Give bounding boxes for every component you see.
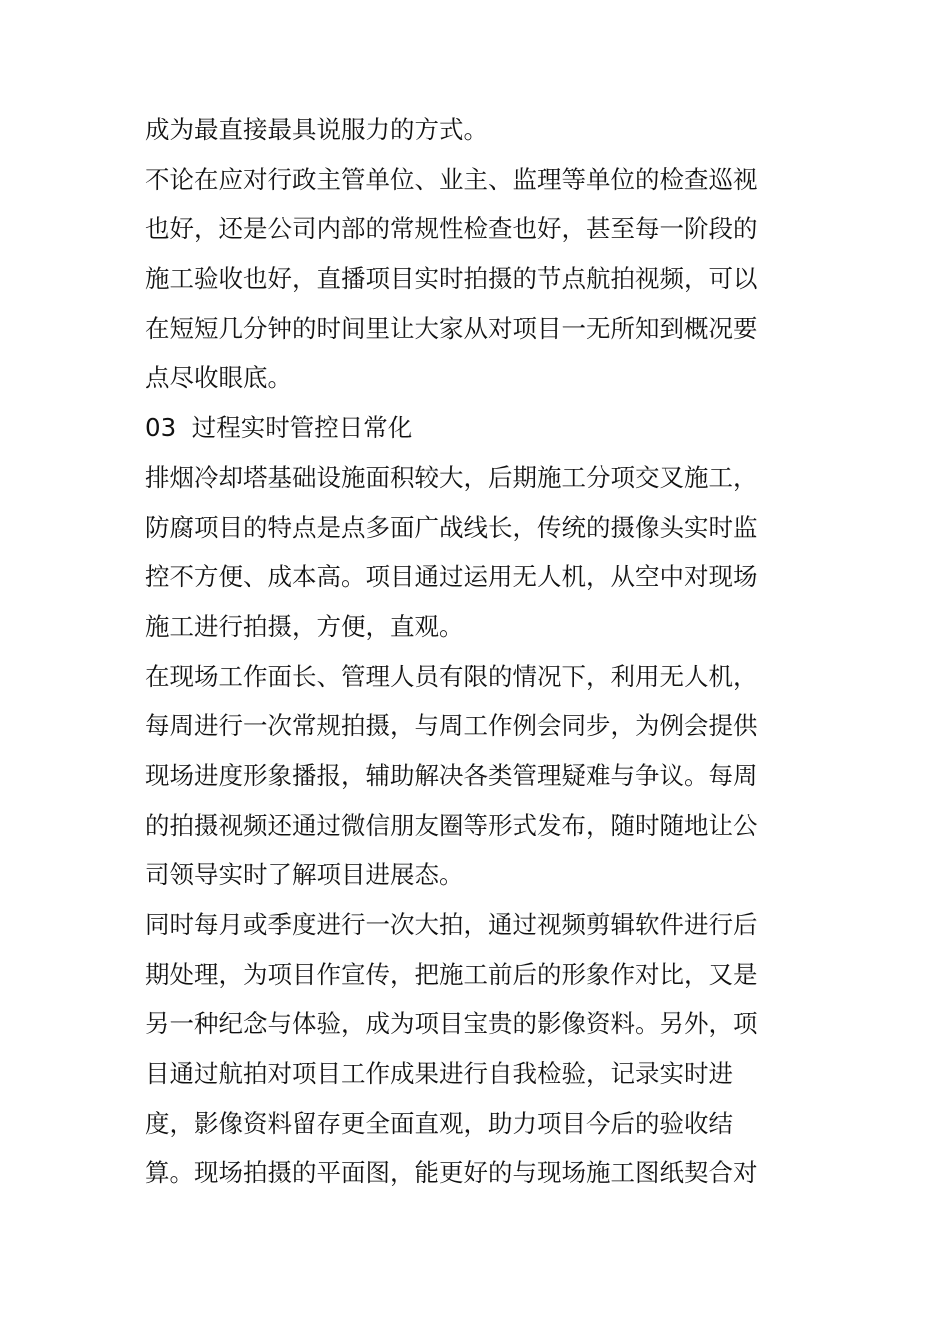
text-line: 司领导实时了解项目进展态。 (145, 860, 464, 890)
text-line: 不论在应对行政主管单位、业主、监理等单位的检查巡视 (145, 164, 758, 194)
text-line: 每周进行一次常规拍摄，与周工作例会同步，为例会提供 (145, 711, 758, 741)
text-line: 现场进度形象播报，辅助解决各类管理疑难与争议。每周 (145, 760, 758, 790)
text-line: 排烟冷却塔基础设施面积较大，后期施工分项交叉施工， (145, 462, 758, 492)
text-line: 另一种纪念与体验，成为项目宝贵的影像资料。另外，项 (145, 1009, 758, 1039)
text-line: 的拍摄视频还通过微信朋友圈等形式发布，随时随地让公 (145, 810, 758, 840)
text-line: 点尽收眼底。 (145, 363, 292, 393)
text-line: 在现场工作面长、管理人员有限的情况下，利用无人机， (145, 661, 758, 691)
section-heading: 03 过程实时管控日常化 (145, 413, 413, 443)
text-line: 期处理，为项目作宣传，把施工前后的形象作对比，又是 (145, 959, 758, 989)
body-text (145, 105, 795, 1198)
text-line: 也好，还是公司内部的常规性检查也好，甚至每一阶段的 (145, 214, 758, 244)
text-line: 算。现场拍摄的平面图，能更好的与现场施工图纸契合对 (145, 1158, 758, 1188)
text-line: 同时每月或季度进行一次大拍，通过视频剪辑软件进行后 (145, 910, 758, 939)
text-line: 在短短几分钟的时间里让大家从对项目一无所知到概况要 (145, 313, 758, 343)
text-line: 目通过航拍对项目工作成果进行自我检验，记录实时进 (145, 1059, 733, 1089)
text-line: 度，影像资料留存更全面直观，助力项目今后的验收结 (145, 1108, 733, 1138)
text-line: 成为最直接最具说服力的方式。 (145, 115, 488, 144)
text-line: 施工验收也好，直播项目实时拍摄的节点航拍视频，可以 (145, 264, 758, 294)
text-line: 防腐项目的特点是点多面广战线长，传统的摄像头实时监 (145, 512, 758, 542)
text-line: 施工进行拍摄，方便，直观。 (145, 611, 464, 641)
text-line: 控不方便、成本高。项目通过运用无人机，从空中对现场 (145, 562, 758, 592)
